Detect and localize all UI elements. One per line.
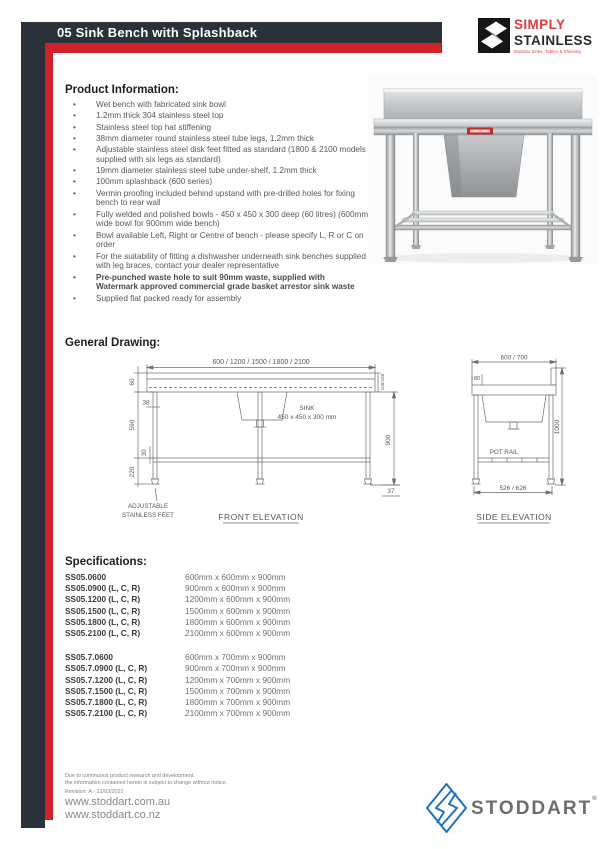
front-elevation-labels bbox=[122, 359, 395, 522]
spec-code: SS05.2100 (L, C, R) bbox=[65, 627, 141, 638]
spec-size: 1200mm x 700mm x 900mm bbox=[185, 674, 291, 685]
bullet-item: • 38mm diameter round stainless steel tube legs, 1.2mm thick bbox=[65, 134, 369, 144]
product-info-list bbox=[65, 100, 369, 305]
sink-label: SINK bbox=[299, 405, 315, 412]
front-elevation bbox=[134, 364, 400, 523]
bullet-item: • For the suitability of fitting a dishwasher underneath sink benches supplied with leg braces, contact your dealer representative bbox=[65, 252, 369, 271]
spec-size: 600mm x 700mm x 900mm bbox=[185, 652, 286, 663]
dim-leg-dia: 38 bbox=[142, 399, 150, 407]
spec-size: 1500mm x 700mm x 900mm bbox=[185, 685, 291, 696]
brand-tagline: Modular Sinks, Tables & Shelving bbox=[514, 48, 581, 54]
feet-label-1: ADJUSTABLE bbox=[127, 503, 169, 510]
spec-code: SS05.7.0600 bbox=[65, 652, 113, 663]
simply-stainless-logo bbox=[478, 18, 592, 54]
bullet-item: • 19mm diameter stainless steel tube under-shelf, 1.2mm thick bbox=[65, 166, 369, 176]
dim-width: 600 / 1200 / 1500 / 1800 / 2100 bbox=[212, 359, 310, 366]
table-row bbox=[65, 675, 385, 686]
dim-leg-upper: 590 bbox=[129, 419, 136, 431]
specifications-table bbox=[65, 572, 385, 732]
bullet-item: • Bowl available Left, Right or Centre of bench - please specify L, R or C on order bbox=[65, 231, 369, 250]
spec-code: SS05.7.1800 (L, C, R) bbox=[65, 696, 148, 707]
spec-size: 1800mm x 700mm x 900mm bbox=[185, 696, 291, 707]
spec-size: 2100mm x 700mm x 900mm bbox=[185, 708, 291, 719]
table-row bbox=[65, 594, 385, 605]
spec-size: 900mm x 600mm x 900mm bbox=[185, 583, 286, 594]
bullet-item-bold: • Pre-punched waste hole to suit 90mm waste, supplied with Watermark approved commercial grade basket arrestor sink waste bbox=[65, 273, 369, 292]
registered-mark: ® bbox=[592, 796, 597, 802]
product-info-heading: Product Information: bbox=[65, 84, 179, 96]
pot-rail-label: POT RAIL bbox=[489, 449, 519, 456]
dim-side-height: 1000 bbox=[554, 419, 561, 435]
dim-top-height: 60 bbox=[129, 378, 136, 386]
dim-foot: 37 bbox=[387, 488, 395, 495]
simply-stainless-logo-icon bbox=[478, 18, 510, 53]
spec-code: SS05.0600 bbox=[65, 572, 107, 582]
table-row bbox=[65, 686, 385, 697]
table-row bbox=[65, 583, 385, 594]
left-accent-bar-red bbox=[45, 43, 53, 820]
spec-code: SS05.7.0900 (L, C, R) bbox=[65, 663, 148, 674]
product-photo bbox=[368, 75, 598, 265]
header-accent-red bbox=[45, 43, 442, 53]
bullet-item: • Vermin proofing included behind upstand with pre-drilled holes for fixing bench to rear wall bbox=[65, 189, 369, 208]
dim-overall-height: 900 bbox=[385, 434, 392, 446]
dim-leg-span: 526 / 626 bbox=[499, 485, 527, 492]
spec-size: 900mm x 700mm x 900mm bbox=[185, 663, 286, 674]
bullet-item: • Fully welded and polished bowls - 450 x 450 x 300 deep (60 litres) (600mm wide bowl for 900mm wide bench) bbox=[65, 210, 369, 229]
spec-group-700 bbox=[65, 652, 385, 719]
stoddart-wordmark: STODDART bbox=[471, 798, 593, 819]
stoddart-logo-icon bbox=[424, 782, 469, 834]
dim-splash: 100/150 bbox=[380, 373, 385, 391]
spec-code: SS05.1500 (L, C, R) bbox=[65, 605, 141, 616]
side-elevation-labels bbox=[474, 355, 561, 523]
sink-size-label: 450 x 450 x 300 mm bbox=[277, 414, 337, 421]
left-accent-bar-dark bbox=[21, 22, 45, 828]
spec-size: 600mm x 600mm x 900mm bbox=[185, 572, 286, 582]
bullet-item: • Wet bench with fabricated sink bowl bbox=[65, 100, 369, 110]
table-row bbox=[65, 663, 385, 674]
spec-code: SS05.1200 (L, C, R) bbox=[65, 594, 141, 605]
dim-leg-lower: 220 bbox=[129, 466, 136, 478]
table-row bbox=[65, 697, 385, 708]
spec-code: SS05.0900 (L, C, R) bbox=[65, 583, 141, 594]
revision-note: Revision: A - 12/03/2021 bbox=[65, 789, 124, 795]
dim-overhang: 80 bbox=[473, 376, 481, 382]
bullet-item: • 100mm splashback (600 series) bbox=[65, 177, 369, 187]
disclaimer-line-2: the information contained herein is subject to change without notice. bbox=[65, 780, 228, 786]
table-row bbox=[65, 708, 385, 719]
bullet-item: • 1.2mm thick 304 stainless steel top bbox=[65, 111, 369, 121]
spec-size: 1800mm x 600mm x 900mm bbox=[185, 616, 291, 627]
feet-label-2: STAINLESS FEET bbox=[121, 512, 175, 519]
spec-code: SS05.1800 (L, C, R) bbox=[65, 616, 141, 627]
table-row bbox=[65, 628, 385, 639]
side-elevation-caption: SIDE ELEVATION bbox=[476, 512, 552, 522]
spec-size: 1200mm x 600mm x 900mm bbox=[185, 594, 291, 605]
photo-splashback bbox=[384, 89, 582, 119]
table-row bbox=[65, 606, 385, 617]
brand-line2: STAINLESS bbox=[514, 32, 593, 48]
specifications-heading: Specifications: bbox=[65, 556, 147, 568]
table-row bbox=[65, 572, 385, 583]
page-title: 05 Sink Bench with Splashback bbox=[57, 25, 258, 40]
dim-depth: 600 / 700 bbox=[500, 354, 528, 362]
spec-group-600 bbox=[65, 572, 385, 639]
general-drawing-heading: General Drawing: bbox=[65, 337, 161, 349]
table-row bbox=[65, 652, 385, 663]
brand-line1: SIMPLY bbox=[514, 17, 566, 32]
spec-code: SS05.7.1200 (L, C, R) bbox=[65, 674, 148, 685]
front-elevation-caption: FRONT ELEVATION bbox=[218, 512, 304, 522]
general-drawing bbox=[60, 352, 575, 552]
bullet-item: • Stainless steel top hat stiffening bbox=[65, 123, 369, 133]
stoddart-logo bbox=[424, 782, 597, 834]
spec-size: 1500mm x 600mm x 900mm bbox=[185, 605, 291, 616]
spec-code: SS05.7.1500 (L, C, R) bbox=[65, 685, 148, 696]
stoddart-logo-text bbox=[471, 796, 597, 820]
disclaimer-line-1: Due to continuous product research and development, bbox=[65, 773, 195, 779]
website-link-nz[interactable]: www.stoddart.co.nz bbox=[65, 809, 161, 821]
website-link-au[interactable]: www.stoddart.com.au bbox=[65, 796, 171, 808]
dim-rail-offset: 30 bbox=[141, 449, 148, 457]
bullet-item: • Supplied flat packed ready for assembly bbox=[65, 294, 369, 304]
table-row bbox=[65, 617, 385, 628]
side-elevation bbox=[472, 359, 567, 523]
spec-size: 2100mm x 600mm x 900mm bbox=[185, 627, 291, 638]
bullet-item: • Adjustable stainless steel disk feet fitted as standard (1800 & 2100 models supplied with six legs as standard) bbox=[65, 145, 369, 164]
spec-code: SS05.7.2100 (L, C, R) bbox=[65, 708, 148, 719]
